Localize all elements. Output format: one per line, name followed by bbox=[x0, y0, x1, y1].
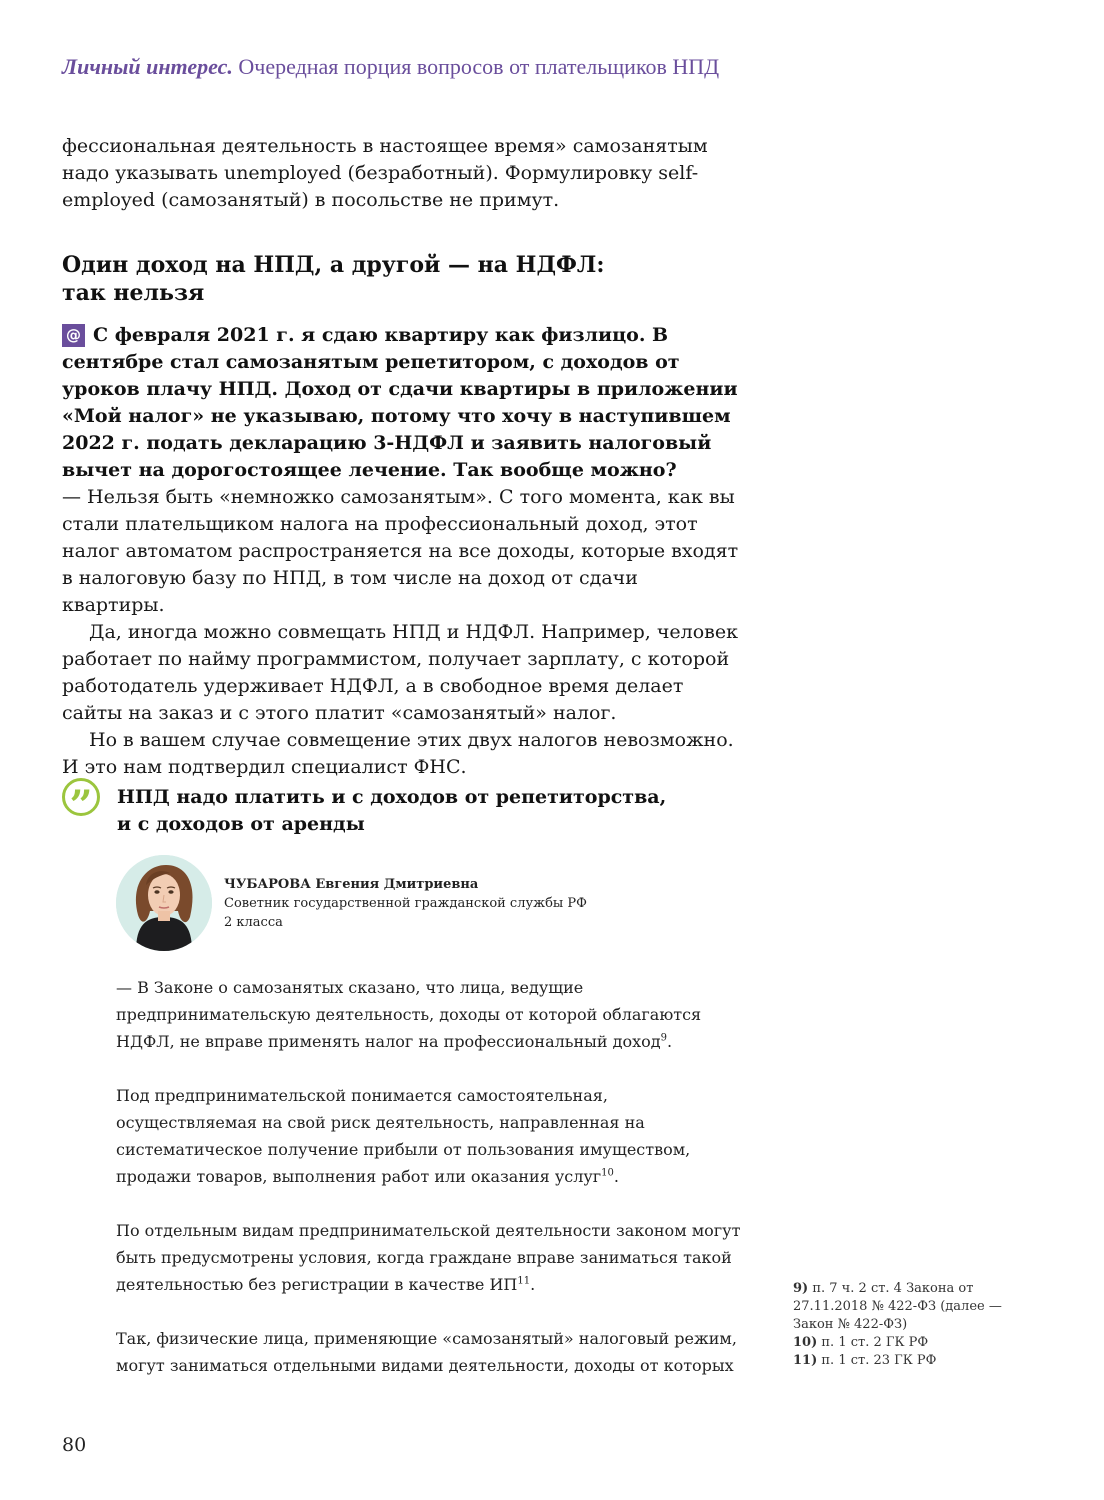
expert-position-line1: Советник государственной гражданской службы РФ bbox=[224, 896, 587, 911]
answer-paragraph-2: Да, иногда можно совмещать НПД и НДФЛ. Например, человек работает по найму программистом, получает зарплату, с которой работодатель удерживает НДФЛ, а в свободное время делает сайты на заказ и с этого платит «самозанятый» налог. bbox=[62, 621, 738, 724]
footnote-9-number: 9) bbox=[793, 1281, 809, 1296]
expert-info bbox=[224, 875, 724, 932]
footnote-ref-9: 9 bbox=[660, 1032, 667, 1044]
avatar bbox=[116, 855, 212, 951]
footnote-ref-11: 11 bbox=[517, 1275, 531, 1287]
email-question-icon: @ bbox=[62, 324, 85, 347]
footnote-9-text: п. 7 ч. 2 ст. 4 Закона от 27.11.2018 № 422-ФЗ (далее — Закон № 422-ФЗ) bbox=[793, 1281, 1002, 1332]
footnote-10-text: п. 1 ст. 2 ГК РФ bbox=[821, 1335, 929, 1350]
question-text: С февраля 2021 г. я сдаю квартиру как физлицо. В сентябре стал самозанятым репетитором, с доходов от уроков плачу НПД. Доход от сдачи квартиры в приложении «Мой налог» не указываю, потому что хочу в наступившем 2022 г. подать декларацию 3-НДФЛ и заявить налоговый вычет на дорогостоящее лечение. Так вообще можно? bbox=[62, 324, 738, 481]
portrait-illustration bbox=[116, 855, 212, 951]
expert-paragraph-1-text: — В Законе о самозанятых сказано, что лица, ведущие предпринимательскую деятельность, доходы от которой облагаются НДФЛ, не вправе применять налог на профессиональный доход bbox=[116, 978, 702, 1051]
footnote-ref-10: 10 bbox=[601, 1167, 614, 1179]
footnote-10-number: 10) bbox=[793, 1335, 818, 1350]
reader-question bbox=[62, 322, 742, 484]
expert-paragraph-4: Так, физические лица, применяющие «самозанятый» налоговый режим, могут заниматься отдельными видами деятельности, доходы от которых bbox=[116, 1329, 737, 1375]
expert-name: ЧУБАРОВА Евгения Дмитриевна bbox=[224, 877, 479, 892]
footnote-11 bbox=[793, 1352, 1033, 1370]
expert-paragraph-1-end: . bbox=[667, 1032, 673, 1051]
intro-paragraph: фессиональная деятельность в настоящее время» самозанятым надо указывать unemployed (безработный). Формулировку self-employed (самозанятый) в посольстве не примут. bbox=[62, 135, 708, 211]
expert-position-line2: 2 класса bbox=[224, 915, 283, 930]
footnote-11-number: 11) bbox=[793, 1353, 818, 1368]
footnotes bbox=[793, 1280, 1033, 1370]
quote-icon: ” bbox=[62, 778, 100, 816]
answer-paragraph-3: Но в вашем случае совмещение этих двух налогов невозможно. И это нам подтвердил специалист ФНС. bbox=[62, 729, 734, 778]
footnote-10 bbox=[793, 1334, 1033, 1352]
expert-card bbox=[116, 855, 746, 951]
expert-paragraph-1 bbox=[116, 974, 746, 1055]
expert-paragraph-3 bbox=[116, 1217, 746, 1298]
section-heading-line2: так нельзя bbox=[62, 280, 205, 306]
running-head-section: Личный интерес. bbox=[62, 54, 233, 79]
section-heading-line1: Один доход на НПД, а другой — на НДФЛ: bbox=[62, 252, 605, 278]
section-heading bbox=[62, 251, 742, 307]
expert-paragraph-3-end: . bbox=[530, 1275, 536, 1294]
qa-block bbox=[62, 322, 742, 781]
expert-paragraph-2-end: . bbox=[613, 1167, 619, 1186]
running-head-title: Очередная порция вопросов от плательщиков НПД bbox=[238, 54, 720, 79]
footnote-11-text: п. 1 ст. 23 ГК РФ bbox=[821, 1353, 937, 1368]
quote-title bbox=[117, 784, 737, 838]
running-head bbox=[62, 54, 962, 80]
quote-title-line1: НПД надо платить и с доходов от репетиторства, bbox=[117, 786, 667, 808]
quote-title-line2: и с доходов от аренды bbox=[117, 813, 365, 835]
expert-paragraph-2-text: Под предпринимательской понимается самостоятельная, осуществляемая на свой риск деятельность, направленная на систематическое получение прибыли от пользования имуществом, продажи товаров, выполнения работ или оказания услуг bbox=[116, 1086, 691, 1186]
answer-paragraph-1: — Нельзя быть «немножко самозанятым». С того момента, как вы стали плательщиком налога на профессиональный доход, этот налог автоматом распространяется на все доходы, которые входят в налоговую базу по НПД, в том числе на доход от сдачи квартиры. bbox=[62, 486, 739, 616]
expert-paragraph-3-text: По отдельным видам предпринимательской деятельности законом могут быть предусмотрены условия, когда граждане вправе заниматься такой деятельностью без регистрации в качестве ИП bbox=[116, 1221, 741, 1294]
expert-paragraph-2 bbox=[116, 1082, 746, 1190]
page-number: 80 bbox=[62, 1434, 87, 1456]
expert-commentary bbox=[116, 974, 746, 1406]
footnote-9 bbox=[793, 1280, 1033, 1334]
